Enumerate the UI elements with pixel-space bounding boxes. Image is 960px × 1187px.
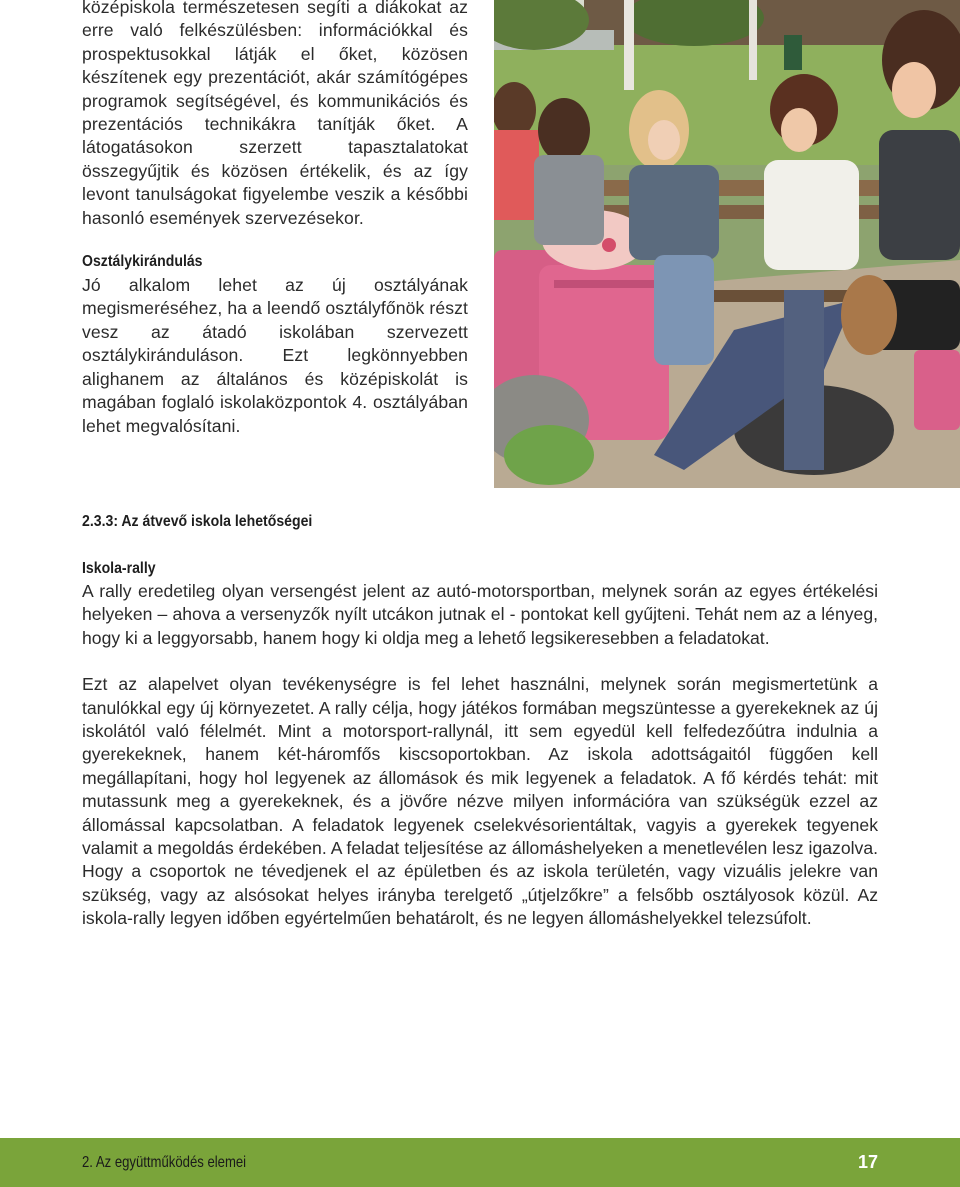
footer-chapter-title: 2. Az együttműködés elemei <box>82 1154 247 1171</box>
rally-paragraph-2: Ezt az alapelvet olyan tevékenységre is fel lehet használni, melynek során megismertetünk a tanulókkal egy új környezetet. A rally célja, hogy játékos formában megszüntesse a gyerekeknek az új iskolától való félelmét. Mint a motorsport-rallynál, itt sem egyedül kell felfedezőútra indulnia a gyerekeknek, hanem két-háromfős kiscsoportokban. Az iskola adottságaitól függően kell megállapítani, hogy hol legyenek az állomások és mik legyenek a feladatok. A fő kérdés tehát: mit mutassunk meg a gyerekeknek, és a jövőre nézve milyen információra van szükségük ezzel az állomással kapcsolatban. A feladatok legyenek cselekvésorientáltak, vagyis a gyerekek tegyenek valamit a megoldás érdekében. A feladat teljesítése az állomáshelyeken a menetlevélen lesz igazolva. Hogy a csoportok ne tévedjenek el az épületben és az iskola területén, vagy vizuális jelekre van szükség, vagy az alsósokat helyes irányba terelgető „útjelzőkre” a felsőbb osztályosok közül. Az iskola-rally legyen időben egyértelműen behatárolt, és ne legyen állomáshelyekkel telezsúfolt. <box>82 674 878 929</box>
rally-subheading: Iskola-rally <box>82 560 156 577</box>
class-trip-paragraph: Jó alkalom lehet az új osztályának megismeréséhez, ha a leendő osztályfőnök részt vesz az átadó iskolában szervezett osztálykiránduláson. Ezt legkönnyebben alighanem az általános és középiskolát is magában foglaló iskolaközpontok 4. osztályában lehet megvalósítani. <box>82 275 469 436</box>
page-number: 17 <box>857 1152 878 1172</box>
footer-bar <box>0 1138 960 1187</box>
left-text-column <box>82 0 468 438</box>
lower-section <box>82 511 878 931</box>
students-photo-illustration <box>494 0 960 488</box>
intro-paragraph: középiskola természetesen segíti a diákokat az erre való felkészülésben: információkkal és prospektusokkal látják el őket, közösen készítenek egy prezentációt, akár számítógépes programok segítségével, és kommunikációs és prezentációs technikákra tanítják őket. A látogatásokon szerzett tapasztalatokat összegyűjtik és közösen értékelik, és az így levont tanulságokat figyelembe veszik a későbbi hasonló események szervezésekor. <box>82 0 468 228</box>
students-photo <box>494 0 960 488</box>
rally-paragraph-1: A rally eredetileg olyan versengést jelent az autó-motorsportban, melynek során az egyes értékelési helyeken – ahova a versenyzők nyílt utcákon jutnak el - pontokat kell gyűjteni. Tehát nem az a lényeg, hogy ki a leggyorsabb, hanem hogy ki oldja meg a lehető legsikeresebben a feladatokat. <box>82 581 878 648</box>
class-trip-heading: Osztálykirándulás <box>82 253 203 271</box>
section-title: 2.3.3: Az átvevő iskola lehetőségei <box>82 513 313 530</box>
